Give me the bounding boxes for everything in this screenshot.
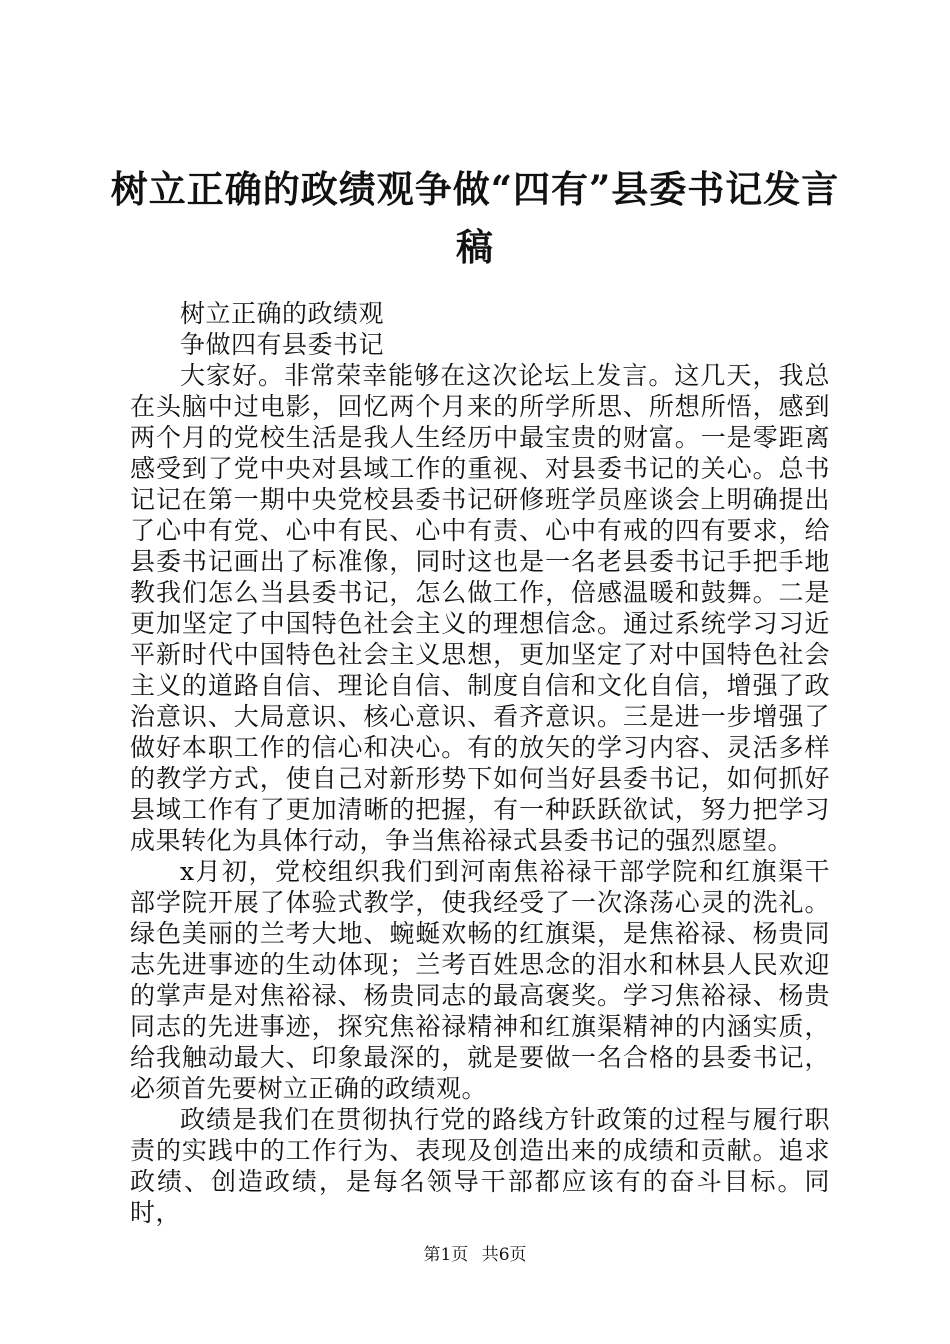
document-title: 树立正确的政绩观争做“四有”县委书记发言稿	[110, 167, 840, 269]
document-body	[130, 298, 830, 1228]
page-footer	[0, 1244, 950, 1266]
page-number: 第1页	[423, 1245, 469, 1265]
paragraph: x月初，党校组织我们到河南焦裕禄干部学院和红旗渠干部学院开展了体验式教学，使我经受了一次涤荡心灵的洗礼。绿色美丽的兰考大地、蜿蜒欢畅的红旗渠，是焦裕禄、杨贵同志先进事迹的生动体现；兰考百姓思念的泪水和林县人民欢迎的掌声是对焦裕禄、杨贵同志的最高褒奖。学习焦裕禄、杨贵同志的先进事迹，探究焦裕禄精神和红旗渠精神的内涵实质，给我触动最大、印象最深的，就是要做一名合格的县委书记，必须首先要树立正确的政绩观。	[130, 857, 830, 1103]
paragraph: 政绩是我们在贯彻执行党的路线方针政策的过程与履行职责的实践中的工作行为、表现及创造出来的成绩和贡献。追求政绩、创造政绩，是每名领导干部都应该有的奋斗目标。同时，	[130, 1105, 830, 1227]
paragraph: 树立正确的政绩观	[180, 299, 385, 328]
paragraph: 大家好。非常荣幸能够在这次论坛上发言。这几天，我总在头脑中过电影，回忆两个月来的所学所思、所想所悟，感到两个月的党校生活是我人生经历中最宝贵的财富。一是零距离感受到了党中央对县域工作的重视、对县委书记的关心。总书记记在第一期中央党校县委书记研修班学员座谈会上明确提出了心中有党、心中有民、心中有责、心中有戒的四有要求，给县委书记画出了标准像，同时这也是一名老县委书记手把手地教我们怎么当县委书记，怎么做工作，倍感温暖和鼓舞。二是更加坚定了中国特色社会主义的理想信念。通过系统学习习近平新时代中国特色社会主义思想，更加坚定了对中国特色社会主义的道路自信、理论自信、制度自信和文化自信，增强了政治意识、大局意识、核心意识、看齐意识。三是进一步增强了做好本职工作的信心和决心。有的放矢的学习内容、灵活多样的教学方式，使自己对新形势下如何当好县委书记，如何抓好县域工作有了更加清晰的把握，有一种跃跃欲试，努力把学习成果转化为具体行动，争当焦裕禄式县委书记的强烈愿望。	[130, 361, 830, 855]
paragraph: 争做四有县委书记	[180, 330, 385, 359]
page-total: 共6页	[481, 1245, 527, 1265]
